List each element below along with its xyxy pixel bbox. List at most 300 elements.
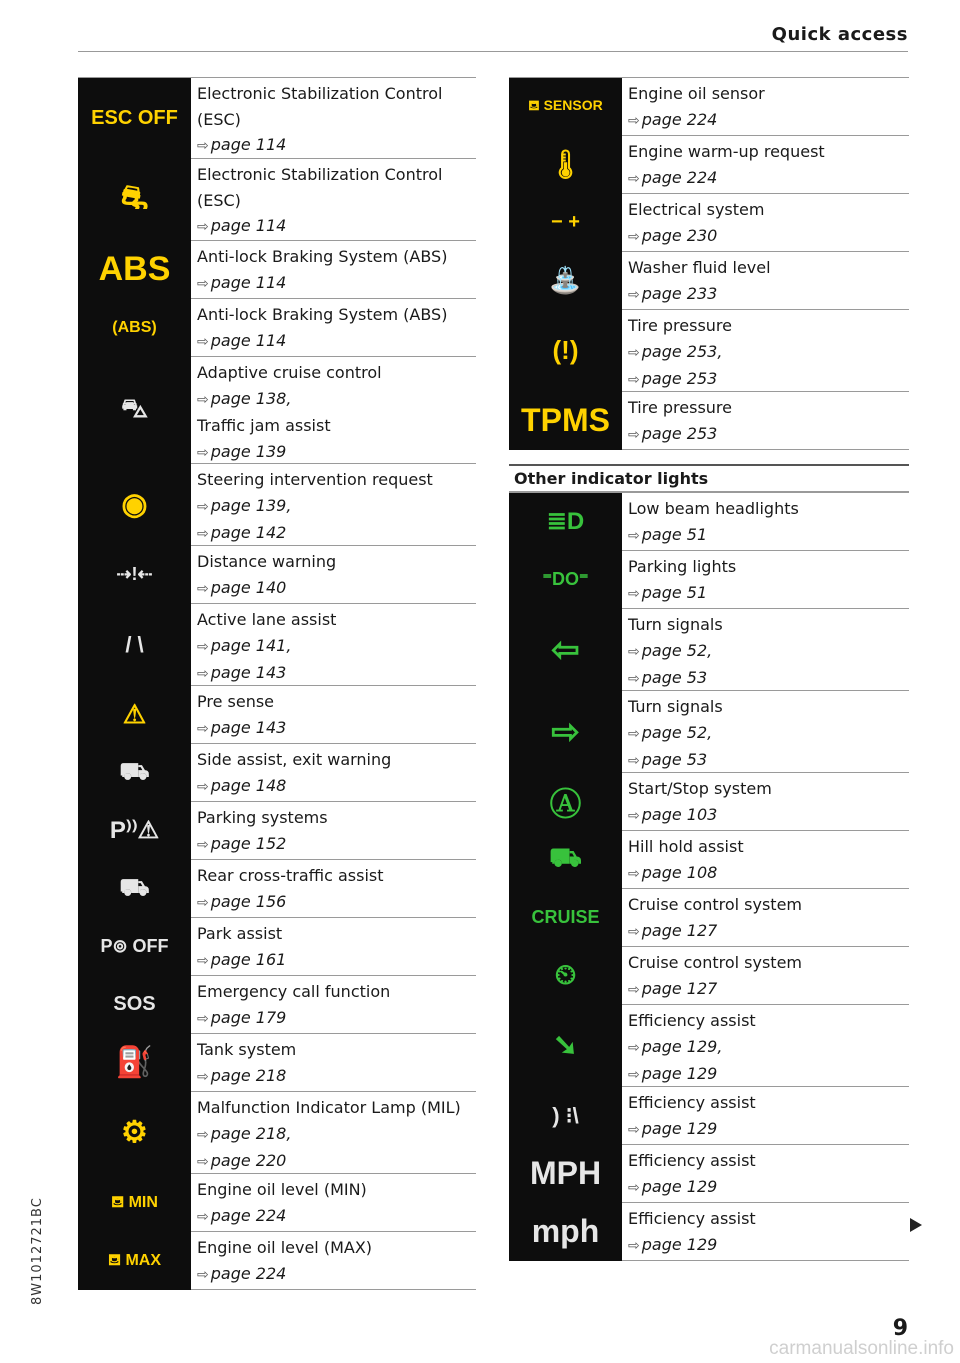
- indicator-row: [78, 299, 476, 357]
- indicator-icon-cell: [78, 357, 191, 464]
- line-text: Anti-lock Braking System (ABS): [197, 305, 448, 324]
- line-text: Turn signals: [628, 697, 723, 716]
- indicator-icon-cell: [509, 1145, 622, 1203]
- indicator-icon-cell: [509, 136, 622, 194]
- indicator-label: [197, 549, 476, 575]
- reference-arrow-icon: ⇨: [197, 1068, 209, 1085]
- line-text: Washer fluid level: [628, 258, 771, 277]
- indicator-icon-cell: [78, 802, 191, 860]
- page-reference-link[interactable]: [628, 1174, 909, 1202]
- indicator-icon-cell: [509, 947, 622, 1005]
- indicator-label: [628, 776, 909, 802]
- line-text: page 156: [210, 891, 287, 911]
- next-page-arrow-icon: [910, 1218, 922, 1232]
- indicator-row: [509, 1203, 909, 1261]
- indicator-row: [78, 464, 476, 546]
- indicator-label: [628, 197, 909, 223]
- reference-arrow-icon: ⇨: [628, 865, 640, 882]
- indicator-row: [509, 392, 909, 450]
- page-reference-link[interactable]: [197, 947, 476, 975]
- indicator-icon-cell: [509, 609, 622, 691]
- page-reference-link[interactable]: [628, 1116, 909, 1144]
- line-text: page 224: [210, 1263, 287, 1283]
- reference-arrow-icon: ⇨: [628, 170, 640, 187]
- reference-arrow-icon: ⇨: [197, 219, 209, 235]
- indicator-description: [191, 464, 476, 545]
- page-reference-link[interactable]: [628, 747, 909, 775]
- esc-skid-icon: ⛐: [120, 179, 149, 215]
- section-heading-other-indicator-lights: Other indicator lights: [509, 464, 909, 492]
- line-text: Emergency call function: [197, 982, 391, 1001]
- line-text: Efficiency assist: [628, 1093, 756, 1112]
- line-text: (ESC): [197, 109, 241, 129]
- indicator-row: [509, 1087, 909, 1145]
- line-text: page 143: [210, 717, 287, 737]
- page-reference-link[interactable]: [628, 580, 909, 608]
- indicator-label: [628, 694, 909, 720]
- page-reference-link[interactable]: [197, 575, 476, 603]
- reference-arrow-icon: ⇨: [628, 923, 640, 940]
- line-text: Side assist, exit warning: [197, 750, 392, 769]
- indicator-label: [197, 162, 476, 188]
- page-reference-link[interactable]: [197, 132, 476, 160]
- indicator-description: [622, 831, 909, 888]
- indicator-icon-cell: [509, 493, 622, 551]
- page-reference-link[interactable]: [628, 223, 909, 251]
- page-reference-link[interactable]: [628, 421, 909, 449]
- line-text: page 140: [210, 577, 287, 597]
- line-text: page 108: [641, 862, 718, 882]
- reference-arrow-icon: ⇨: [628, 286, 640, 303]
- indicator-row: [78, 604, 476, 686]
- page-reference-link[interactable]: [197, 386, 476, 414]
- page-reference-link[interactable]: [197, 520, 476, 548]
- line-text: page 139: [210, 441, 287, 461]
- page-reference-link[interactable]: [197, 1261, 476, 1289]
- page-reference-link[interactable]: [197, 270, 476, 298]
- indicator-icon-cell: [509, 194, 622, 252]
- indicator-description: [191, 546, 476, 603]
- line-text: Pre sense: [197, 692, 275, 711]
- reference-arrow-icon: ⇨: [197, 836, 209, 853]
- line-text: Electrical system: [628, 200, 765, 219]
- indicator-row: [78, 241, 476, 299]
- indicator-row: [509, 609, 909, 691]
- esc-off-icon: ESC OFF: [91, 106, 178, 129]
- line-text: page 253: [641, 369, 718, 388]
- oil-level-min-icon: ⛾ MIN: [111, 1193, 158, 1211]
- turn-left-icon: ⇦: [551, 630, 580, 669]
- line-text: page 52,: [641, 722, 713, 742]
- indicator-label: [628, 496, 909, 522]
- indicator-row: [509, 77, 909, 136]
- line-text: Start/Stop system: [628, 779, 772, 798]
- line-text: Tank system: [197, 1040, 297, 1059]
- line-text: Steering intervention request: [197, 470, 433, 489]
- indicator-icon-cell: [78, 546, 191, 604]
- reference-arrow-icon: ⇨: [628, 228, 640, 245]
- indicator-label: [197, 81, 476, 107]
- line-text: (ESC): [197, 190, 241, 210]
- reference-arrow-icon: ⇨: [197, 1126, 209, 1143]
- line-text: Active lane assist: [197, 610, 337, 629]
- page-reference-link[interactable]: [628, 281, 909, 309]
- reference-arrow-icon: ⇨: [197, 778, 209, 795]
- reference-arrow-icon: ⇨: [197, 894, 209, 911]
- reference-arrow-icon: ⇨: [197, 1266, 209, 1283]
- line-text: page 152: [210, 833, 287, 853]
- indicator-row: [509, 831, 909, 889]
- page-reference-link[interactable]: [628, 366, 909, 394]
- indicator-label: [197, 467, 476, 493]
- indicator-icon-cell: [78, 464, 191, 546]
- indicator-icon-cell: [78, 976, 191, 1034]
- start-stop-icon: Ⓐ: [549, 785, 582, 822]
- page-reference-link[interactable]: [628, 802, 909, 830]
- line-text: Electronic Stabilization Control: [197, 165, 443, 184]
- indicator-description: [622, 773, 909, 830]
- page-reference-link[interactable]: [628, 860, 909, 888]
- line-text: Efficiency assist: [628, 1209, 756, 1228]
- reference-arrow-icon: ⇨: [628, 585, 640, 602]
- lane-assist-icon: / \: [125, 631, 144, 657]
- indicator-row: [509, 773, 909, 831]
- reference-arrow-icon: ⇨: [197, 666, 209, 682]
- line-text: Rear cross-traffic assist: [197, 866, 384, 885]
- indicator-row: [78, 357, 476, 464]
- line-text: Distance warning: [197, 552, 337, 571]
- indicator-description: [622, 1145, 909, 1202]
- line-text: page 129: [641, 1118, 718, 1138]
- reference-arrow-icon: ⇨: [197, 1208, 209, 1225]
- indicator-description: [622, 1005, 909, 1086]
- line-text: Engine oil level (MIN): [197, 1180, 367, 1199]
- page-reference-link[interactable]: [628, 107, 909, 135]
- indicator-label: [628, 834, 909, 860]
- line-text: Tire pressure: [628, 316, 732, 335]
- indicator-row: [78, 546, 476, 604]
- page-reference-link[interactable]: [197, 831, 476, 859]
- reference-arrow-icon: ⇨: [628, 981, 640, 998]
- line-text: page 129,: [641, 1036, 723, 1056]
- page-reference-link[interactable]: [628, 1232, 909, 1260]
- indicator-description: [191, 744, 476, 801]
- page-reference-link[interactable]: [628, 638, 909, 666]
- indicator-description: [191, 686, 476, 743]
- indicator-description: [622, 392, 909, 449]
- line-text: page 114: [210, 216, 287, 235]
- indicator-label: [628, 554, 909, 580]
- reference-arrow-icon: ⇨: [197, 580, 209, 597]
- reference-arrow-icon: ⇨: [628, 1067, 640, 1083]
- line-text: page 253,: [641, 341, 723, 361]
- page-reference-link[interactable]: [197, 715, 476, 743]
- page-reference-link[interactable]: [628, 522, 909, 550]
- indicator-label: [628, 255, 909, 281]
- reference-arrow-icon: ⇨: [197, 391, 209, 408]
- indicator-label: [628, 81, 909, 107]
- page-reference-link[interactable]: [197, 1203, 476, 1231]
- line-text: page 114: [210, 272, 287, 292]
- line-text: page 53: [641, 668, 708, 687]
- line-text: Efficiency assist: [628, 1011, 756, 1030]
- line-text: Tire pressure: [628, 398, 732, 417]
- tpms-icon: TPMS: [521, 402, 610, 438]
- other-indicator-table: [509, 492, 909, 1261]
- line-text: page 51: [641, 524, 708, 544]
- page-reference-link[interactable]: [628, 1061, 909, 1089]
- reference-arrow-icon: ⇨: [197, 1010, 209, 1027]
- line-text: page 53: [641, 750, 708, 769]
- line-text: page 218: [210, 1065, 287, 1085]
- line-text: page 129: [641, 1234, 718, 1254]
- indicator-row: [509, 492, 909, 551]
- indicator-icon-cell: [78, 1092, 191, 1174]
- indicator-label: [628, 612, 909, 638]
- reference-arrow-icon: ⇨: [197, 526, 209, 542]
- indicator-label: [628, 139, 909, 165]
- watermark-footer: carmanualsonline.info: [769, 1338, 954, 1359]
- reference-arrow-icon: ⇨: [628, 372, 640, 388]
- indicator-label: [197, 107, 476, 133]
- indicator-description: [191, 1232, 476, 1289]
- indicator-icon-cell: [509, 889, 622, 947]
- indicator-row: [509, 310, 909, 392]
- line-text: Malfunction Indicator Lamp (MIL): [197, 1098, 461, 1117]
- reference-arrow-icon: ⇨: [628, 725, 640, 742]
- indicator-icon-cell: [509, 831, 622, 889]
- sos-icon: SOS: [113, 993, 156, 1015]
- header-rule: [78, 51, 908, 52]
- indicator-description: [622, 691, 909, 772]
- indicator-row: [78, 159, 476, 241]
- parking-lights-icon: ⁼DO⁼: [542, 569, 589, 589]
- indicator-row: [509, 136, 909, 194]
- page-reference-link[interactable]: [197, 660, 476, 688]
- page-reference-link[interactable]: [197, 633, 476, 661]
- page-reference-link[interactable]: [197, 1121, 476, 1149]
- indicator-description: [622, 136, 909, 193]
- indicator-row: [509, 691, 909, 773]
- oil-level-max-icon: ⛾ MAX: [107, 1251, 162, 1269]
- indicator-description: [622, 252, 909, 309]
- rear-cross-traffic-icon: ⛟: [119, 873, 150, 901]
- abs-circle-icon: (ABS): [112, 318, 157, 336]
- page-reference-link[interactable]: [628, 339, 909, 367]
- abs-text-icon: ABS: [98, 250, 171, 288]
- park-assist-off-icon: P⊚ OFF: [100, 936, 169, 956]
- page-reference-link[interactable]: [197, 1148, 476, 1176]
- distance-warning-icon: ⇢!⇠: [116, 564, 153, 584]
- indicator-icon-cell: [78, 1034, 191, 1092]
- indicator-row: [78, 686, 476, 744]
- indicator-icon-cell: [78, 860, 191, 918]
- reference-arrow-icon: ⇨: [197, 720, 209, 737]
- cruise-text-icon: CRUISE: [531, 907, 600, 927]
- indicator-icon-cell: [78, 1232, 191, 1290]
- indicator-label: [628, 1008, 909, 1034]
- parking-systems-icon: P⁾⁾⚠: [109, 817, 160, 844]
- indicator-row: [78, 1092, 476, 1174]
- page-reference-link[interactable]: [628, 1034, 909, 1062]
- page-reference-link[interactable]: [197, 493, 476, 521]
- indicator-label: [197, 863, 476, 889]
- indicator-description: [191, 802, 476, 859]
- line-text: Park assist: [197, 924, 283, 943]
- indicator-row: [78, 976, 476, 1034]
- indicator-row: [78, 860, 476, 918]
- reference-arrow-icon: ⇨: [197, 444, 209, 461]
- line-text: Electronic Stabilization Control: [197, 84, 443, 103]
- indicator-icon-cell: [509, 551, 622, 609]
- indicator-icon-cell: [78, 299, 191, 357]
- indicator-label: [197, 805, 476, 831]
- page-reference-link[interactable]: [197, 1063, 476, 1091]
- oil-sensor-icon: ⛾ SENSOR: [528, 97, 603, 113]
- indicator-label: [197, 1235, 476, 1261]
- line-text: page 218,: [210, 1123, 292, 1143]
- indicator-row: [509, 889, 909, 947]
- line-text: page 141,: [210, 635, 292, 655]
- indicator-description: [191, 1174, 476, 1231]
- indicator-description: [622, 609, 909, 690]
- page-reference-link[interactable]: [628, 918, 909, 946]
- indicator-row: [78, 77, 476, 159]
- line-text: page 127: [641, 920, 718, 940]
- indicator-label: [197, 1177, 476, 1203]
- reference-arrow-icon: ⇨: [628, 1237, 640, 1254]
- indicator-label: [197, 244, 476, 270]
- reference-arrow-icon: ⇨: [628, 1039, 640, 1056]
- cruise-gauge-icon: ⏲: [554, 959, 577, 990]
- line-text: page 127: [641, 978, 718, 998]
- indicator-description: [191, 976, 476, 1033]
- indicator-label: [628, 1206, 909, 1232]
- reference-arrow-icon: ⇨: [628, 527, 640, 544]
- indicator-label: [197, 747, 476, 773]
- line-text: Engine oil level (MAX): [197, 1238, 373, 1257]
- page-reference-link[interactable]: [197, 773, 476, 801]
- line-text: Traffic jam assist: [197, 416, 331, 435]
- line-text: page 143: [210, 663, 287, 682]
- line-text: page 129: [641, 1176, 718, 1196]
- indicator-icon-cell: [78, 1174, 191, 1232]
- page-reference-link[interactable]: [628, 720, 909, 748]
- indicator-row: [509, 551, 909, 609]
- reference-arrow-icon: ⇨: [628, 112, 640, 129]
- line-text: page 233: [641, 283, 718, 303]
- line-text: page 224: [641, 167, 718, 187]
- indicator-icon-cell: [509, 773, 622, 831]
- efficiency-road-icon: ) ⁝\: [552, 1102, 579, 1128]
- line-text: Parking lights: [628, 557, 737, 576]
- indicator-row: [78, 1232, 476, 1290]
- reference-arrow-icon: ⇨: [628, 1121, 640, 1138]
- indicator-label: [197, 302, 476, 328]
- indicator-icon-cell: [78, 78, 191, 159]
- indicator-description: [622, 889, 909, 946]
- indicator-description: [191, 604, 476, 685]
- indicator-row: [509, 194, 909, 252]
- engine-malfunction-icon: ⚙: [121, 1116, 148, 1149]
- line-text: page 114: [210, 330, 287, 350]
- line-text: Turn signals: [628, 615, 723, 634]
- indicator-description: [622, 493, 909, 550]
- indicator-icon-cell: [78, 744, 191, 802]
- indicator-icon-cell: [78, 241, 191, 299]
- line-text: page 138,: [210, 388, 292, 408]
- line-text: page 224: [641, 109, 718, 129]
- line-text: Cruise control system: [628, 895, 802, 914]
- left-indicator-table: [78, 77, 476, 1290]
- page-reference-link[interactable]: [197, 213, 476, 241]
- page-reference-link[interactable]: [197, 328, 476, 356]
- mph-upper-icon: MPH: [529, 1155, 602, 1191]
- page-reference-link[interactable]: [628, 665, 909, 693]
- indicator-row: [78, 918, 476, 976]
- indicator-row: [78, 802, 476, 860]
- page-reference-link[interactable]: [628, 976, 909, 1004]
- indicator-label: [628, 1090, 909, 1116]
- page-reference-link[interactable]: [197, 439, 476, 467]
- tire-pressure-icon: (!): [552, 335, 579, 365]
- reference-arrow-icon: ⇨: [628, 426, 640, 443]
- indicator-row: [78, 1174, 476, 1232]
- indicator-row: [509, 947, 909, 1005]
- line-text: page 51: [641, 582, 708, 602]
- reference-arrow-icon: ⇨: [197, 138, 209, 154]
- indicator-description: [622, 310, 909, 391]
- indicator-icon-cell: [509, 1203, 622, 1261]
- indicator-label: [197, 607, 476, 633]
- indicator-row: [509, 1145, 909, 1203]
- indicator-label: [197, 413, 476, 439]
- page-number: 9: [892, 1316, 908, 1341]
- side-assist-icon: ⛟: [119, 757, 150, 785]
- efficiency-pedal-icon: ➘: [552, 1029, 579, 1062]
- indicator-icon-cell: [78, 686, 191, 744]
- line-text: page 224: [210, 1205, 287, 1225]
- turn-right-icon: ⇨: [551, 712, 580, 751]
- page-reference-link[interactable]: [197, 889, 476, 917]
- line-text: page 179: [210, 1007, 287, 1027]
- line-text: page 103: [641, 804, 718, 824]
- line-text: page 148: [210, 775, 287, 795]
- indicator-icon-cell: [78, 918, 191, 976]
- reference-arrow-icon: ⇨: [628, 643, 640, 660]
- page-reference-link[interactable]: [197, 1005, 476, 1033]
- reference-arrow-icon: ⇨: [628, 1179, 640, 1196]
- reference-arrow-icon: ⇨: [197, 275, 209, 292]
- indicator-label: [197, 1095, 476, 1121]
- indicator-label: [197, 979, 476, 1005]
- page-reference-link[interactable]: [628, 165, 909, 193]
- indicator-row: [509, 252, 909, 310]
- indicator-description: [191, 1034, 476, 1091]
- indicator-label: [197, 689, 476, 715]
- indicator-row: [78, 1034, 476, 1092]
- reference-arrow-icon: ⇨: [628, 671, 640, 687]
- reference-arrow-icon: ⇨: [628, 344, 640, 361]
- indicator-label: [197, 1037, 476, 1063]
- indicator-description: [191, 918, 476, 975]
- indicator-description: [622, 1087, 909, 1144]
- line-text: Engine warm-up request: [628, 142, 825, 161]
- indicator-description: [191, 299, 476, 356]
- line-text: page 52,: [641, 640, 713, 660]
- indicator-label: [197, 921, 476, 947]
- warning-indicator-table: [509, 77, 909, 450]
